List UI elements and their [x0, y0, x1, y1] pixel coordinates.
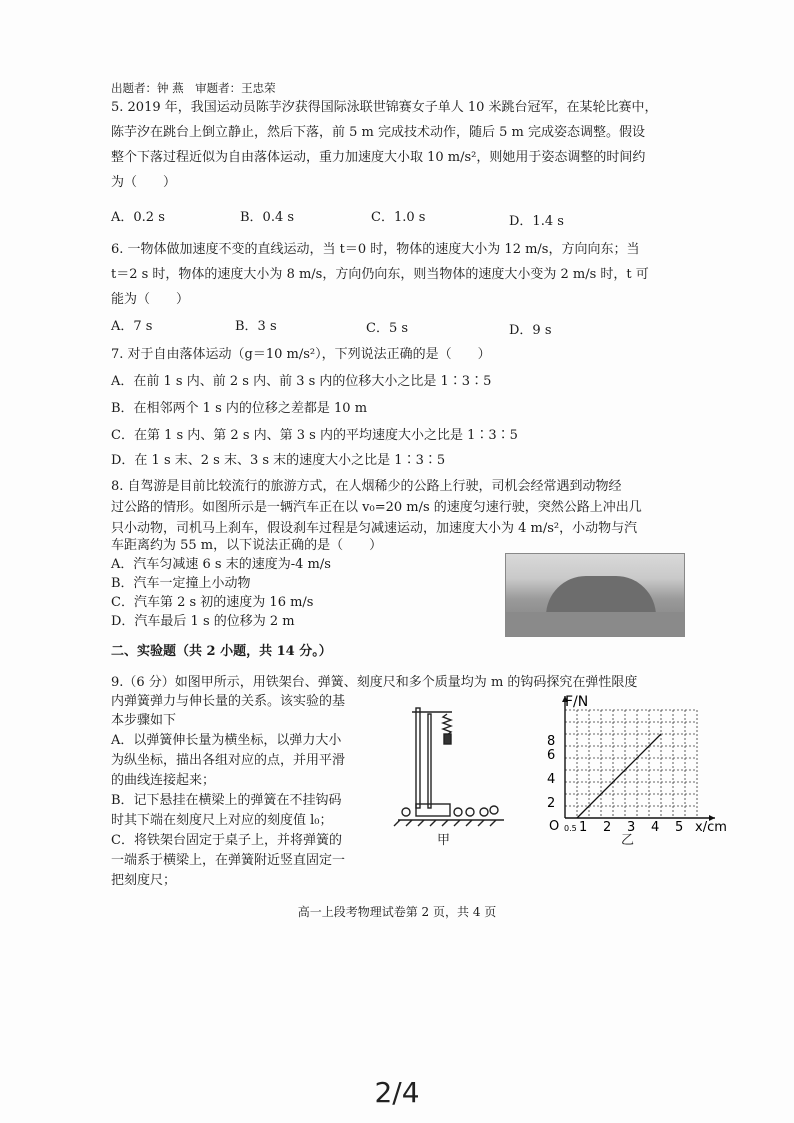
q5-option-c: C．1.0 s [371, 210, 426, 225]
author-line: 出题者：钟 燕 审题者：王忠荣 [111, 81, 276, 95]
figure-jia-label: 甲 [437, 833, 451, 848]
graph-x-label: x/cm [695, 820, 727, 835]
q5-line-4: 为（ ） [111, 175, 177, 190]
figure-yi-graph [545, 690, 730, 850]
q9-step-b-2: 时其下端在刻度尺上对应的刻度值 l₀； [111, 813, 333, 828]
y-tick-6: 6 [547, 748, 556, 763]
q9-step-a-3: 的曲线连接起来； [111, 773, 216, 788]
q8-line-1: 8. 自驾游是目前比较流行的旅游方式，在人烟稀少的公路上行驶，司机会经常遇到动物经 [111, 479, 622, 494]
section-2-title: 二、实验题（共 2 小题，共 14 分。） [111, 644, 332, 659]
q9-line-2: 内弹簧弹力与伸长量的关系。该实验的基 [111, 694, 346, 709]
q9-step-c-3: 把刻度尺； [111, 873, 177, 888]
page-indicator: 2/4 [374, 1076, 420, 1109]
q8-option-d: D．汽车最后 1 s 的位移为 2 m [111, 614, 295, 629]
graph-y-label: F/N [565, 694, 589, 710]
q6-line-3: 能为（ ） [111, 292, 190, 307]
q9-step-a-2: 为纵坐标，描出各组对应的点，并用平滑 [111, 753, 346, 768]
x-tick-1: 1 [579, 820, 588, 835]
q9-step-b-1: B．记下悬挂在横梁上的弹簧在不挂钩码 [111, 793, 342, 808]
x-tick-5: 5 [675, 820, 684, 835]
q8-option-b: B．汽车一定撞上小动物 [111, 576, 251, 591]
q7-stem: 7. 对于自由落体运动（g＝10 m/s²），下列说法正确的是（ ） [111, 347, 491, 362]
page-footer: 高一上段考物理试卷第 2 页，共 4 页 [297, 905, 497, 919]
road-photo [505, 553, 685, 637]
q5-line-2: 陈芋汐在跳台上倒立静止，然后下落，前 5 m 完成技术动作，随后 5 m 完成姿态调整。假设 [111, 125, 645, 140]
q9-step-c-2: 一端系于横梁上，在弹簧附近竖直固定一 [111, 853, 346, 868]
q5-option-b: B．0.4 s [240, 210, 295, 225]
x-tick-3: 3 [627, 820, 636, 835]
q6-line-2: t＝2 s 时，物体的速度大小为 8 m/s，方向仍向东，则当物体的速度大小变为 2 m/s 时，t 可 [111, 267, 649, 282]
x-tick-2: 2 [603, 820, 612, 835]
stand-pole [416, 708, 420, 808]
figure-yi-label: 乙 [621, 833, 635, 848]
q5-line-3: 整个下落过程近似为自由落体运动，重力加速度大小取 10 m/s²，则她用于姿态调整的时间约 [111, 150, 646, 165]
q6-option-d: D．9 s [509, 323, 552, 338]
y-tick-4: 4 [547, 772, 556, 787]
q8-option-a: A．汽车匀减速 6 s 末的速度为-4 m/s [111, 557, 331, 572]
q8-option-c: C．汽车第 2 s 初的速度为 16 m/s [111, 595, 314, 610]
f-x-data-line [577, 734, 661, 818]
q9-line-3: 本步骤如下 [111, 713, 177, 728]
graph-origin: O [549, 819, 560, 834]
stand-base [416, 804, 450, 816]
q9-line-1: 9.（6 分）如图甲所示，用铁架台、弹簧、刻度尺和多个质量均为 m 的钩码探究在弹性限度 [111, 675, 638, 690]
y-tick-2: 2 [547, 796, 556, 811]
q7-option-b: B．在相邻两个 1 s 内的位移之差都是 10 m [111, 401, 368, 416]
photo-road [506, 612, 684, 636]
spring [443, 714, 451, 735]
q8-line-2: 过公路的情形。如图所示是一辆汽车正在以 v₀=20 m/s 的速度匀速行驶，突然公路上冲出几 [111, 500, 642, 515]
q7-option-d: D．在 1 s 末、2 s 末、3 s 末的速度大小之比是 1∶3∶5 [111, 453, 446, 468]
q6-option-a: A．7 s [111, 319, 153, 334]
graph-x-intercept: 0.5 [564, 824, 577, 833]
q8-line-4: 车距离约为 55 m，以下说法正确的是（ ） [111, 538, 383, 553]
q8-line-3: 只小动物，司机马上刹车，假设刹车过程是匀减速运动，加速度大小为 4 m/s²，小动物与汽 [111, 521, 638, 536]
hanging-mass [444, 734, 451, 744]
ruler [428, 714, 431, 808]
q6-line-1: 6. 一物体做加速度不变的直线运动，当 t＝0 时，物体的速度大小为 12 m/s，方向向东；当 [111, 242, 640, 257]
q6-option-c: C．5 s [366, 321, 409, 336]
q9-step-a-1: A．以弹簧伸长量为横坐标，以弹力大小 [111, 733, 342, 748]
q5-option-a: A．0.2 s [111, 210, 165, 225]
x-tick-4: 4 [651, 820, 660, 835]
photo-hill [546, 576, 656, 616]
figure-jia-apparatus [392, 700, 512, 850]
q9-step-c-1: C．将铁架台固定于桌子上，并将弹簧的 [111, 833, 342, 848]
q6-option-b: B．3 s [235, 319, 277, 334]
q7-option-a: A．在前 1 s 内、前 2 s 内、前 3 s 内的位移大小之比是 1∶3∶5 [111, 374, 492, 389]
q7-option-c: C．在第 1 s 内、第 2 s 内、第 3 s 内的平均速度大小之比是 1∶3∶5 [111, 428, 518, 443]
q5-line-1: 5. 2019 年，我国运动员陈芋汐获得国际泳联世锦赛女子单人 10 米跳台冠军，在某轮比赛中， [111, 100, 658, 115]
y-tick-8: 8 [547, 734, 556, 749]
q5-option-d: D．1.4 s [509, 214, 564, 229]
